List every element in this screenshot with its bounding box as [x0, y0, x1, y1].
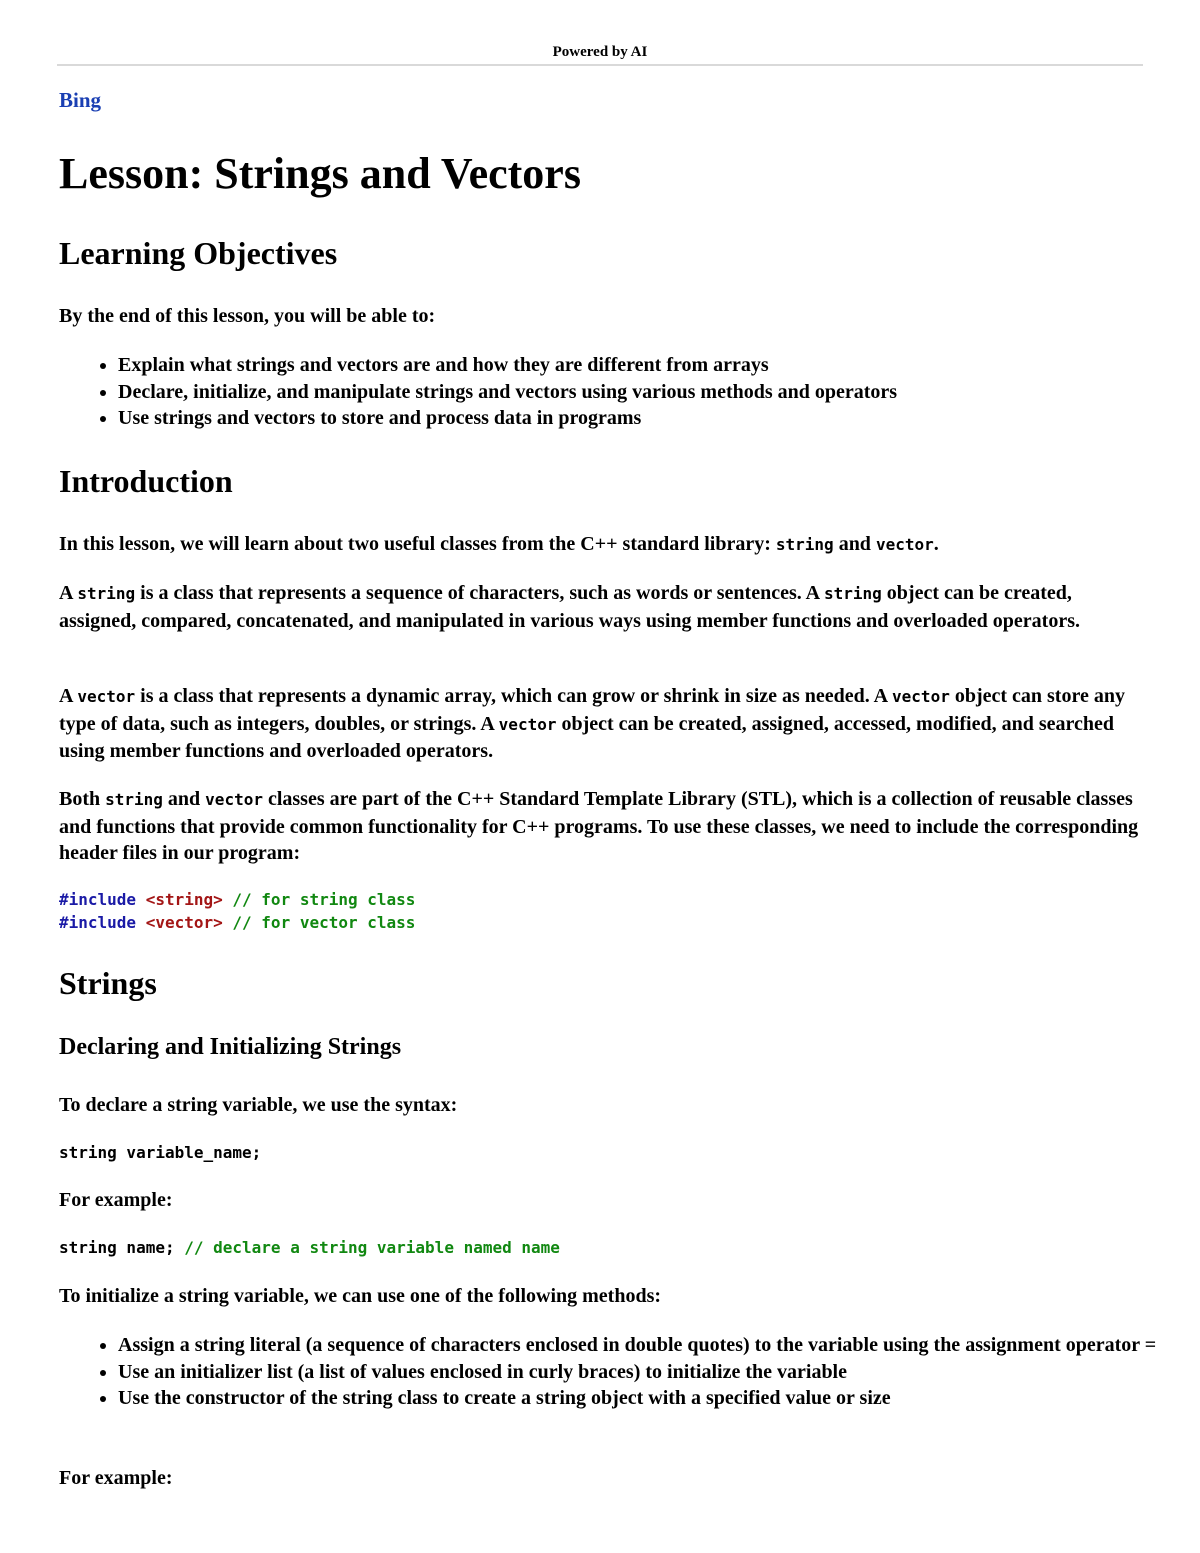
list-item: • Use an initializer list (a list of values enclosed in curly braces) to initialize the variable [118, 1359, 1200, 1386]
strings-heading: Strings [59, 965, 157, 1001]
list-item: • Declare, initialize, and manipulate strings and vectors using various methods and operators [118, 379, 1200, 406]
inline-code: vector [892, 687, 950, 706]
code-line: #include <string> // for string class [59, 890, 416, 909]
inline-code: vector [77, 687, 136, 706]
page-title: Lesson: Strings and Vectors [59, 149, 581, 198]
inline-code: vector [498, 714, 557, 734]
inline-code: string [105, 790, 163, 809]
syntax-code-block: string variable_name; [59, 1143, 262, 1162]
list-item: • Assign a string literal (a sequence of characters enclosed in double quotes) to the variable using the assignment operator = [118, 1332, 1200, 1359]
intro-paragraph-1: In this lesson, we will learn about two useful classes from the C++ standard library: string and vector. [59, 533, 939, 555]
intro-paragraph-4: Both string and vector classes are part of the C++ Standard Template Library (STL), which is a collection of reusable classes and functions that provide common functionality for C++ programs. To use these classes, we need to include the corresponding header files in our program: [59, 788, 1139, 864]
introduction-heading: Introduction [59, 463, 233, 499]
ai-banner-text: Powered by AI [552, 44, 648, 60]
list-item: • Explain what strings and vectors are and how they are different from arrays [118, 352, 1200, 379]
inline-code: vector [205, 790, 263, 809]
inline-code: string [77, 584, 136, 603]
inline-code: string [823, 584, 882, 603]
intro-paragraph-2: A string is a class that represents a sequence of characters, such as words or sentences. A string object can be created, assigned, compared, concatenated, and manipulated in various ways using member functions and overloaded operators. [59, 582, 1080, 632]
objectives-heading: Learning Objectives [59, 235, 338, 271]
code-line: #include <vector> // for vector class [59, 913, 416, 932]
inline-code: vector [875, 535, 934, 554]
include-code-block [59, 888, 1143, 934]
intro-paragraph-3: A vector is a class that represents a dynamic array, which can grow or shrink in size as needed. A vector object can store any type of data, such as integers, doubles, or strings. A vector object can be created, assigned, accessed, modified, and searched using member functions and overloaded operators. [59, 685, 1125, 762]
example-label-2: For example: [59, 1467, 173, 1489]
declaring-strings-heading: Declaring and Initializing Strings [59, 1034, 402, 1060]
init-methods-list [59, 1332, 1200, 1412]
list-item: • Use strings and vectors to store and process data in programs [118, 405, 1200, 432]
list-item: • Use the constructor of the string class to create a string object with a specified value or size [118, 1385, 1200, 1412]
example-code-block: string name; // declare a string variable named name [59, 1238, 560, 1257]
objectives-intro: By the end of this lesson, you will be able to: [59, 305, 436, 327]
example-label-1: For example: [59, 1189, 173, 1211]
ai-banner [57, 40, 1143, 66]
declare-paragraph: To declare a string variable, we use the syntax: [59, 1094, 458, 1116]
bing-link[interactable]: Bing [59, 88, 102, 112]
objectives-list [59, 352, 1200, 432]
inline-code: string [775, 535, 834, 554]
init-paragraph: To initialize a string variable, we can use one of the following methods: [59, 1285, 662, 1307]
